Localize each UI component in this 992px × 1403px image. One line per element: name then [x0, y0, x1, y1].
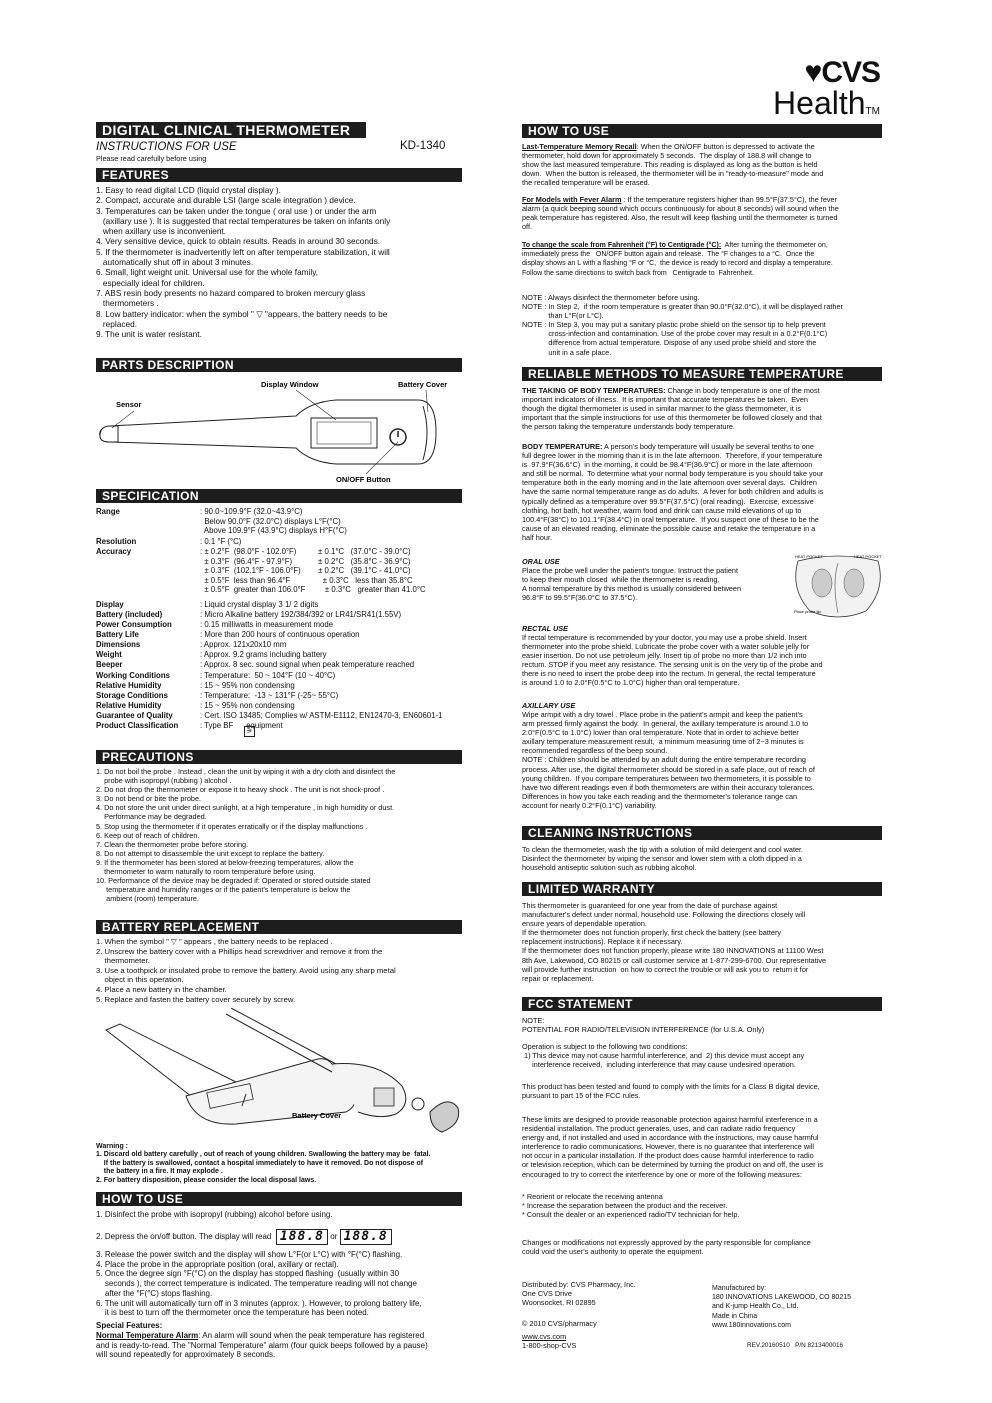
spec-value: : Temperature: -13 ~ 131°F (-25~ 55°C)	[200, 691, 339, 700]
feature-item: 6. Small, light weight unit. Universal use for the whole family, especially ideal for children.	[96, 267, 319, 288]
reliable-methods-heading: RELIABLE METHODS TO MEASURE TEMPERATURE	[522, 367, 882, 381]
revision-number: REV.20160510 P/N 8213400016	[747, 1342, 844, 1349]
feature-item: 1. Easy to read digital LCD (liquid crystal display ).	[96, 185, 281, 195]
spec-value: : 90.0~109.9°F (32.0~43.9°C) Below 90.0°F (32.0°C) displays L°F(°C) Above 109.9°F (43.9°C) displays H°F(°C)	[200, 507, 347, 535]
mouth-diagram	[792, 553, 884, 621]
battery-cover-diagram-label: Battery Cover	[292, 1111, 342, 1120]
rectal-use-title: RECTAL USE	[522, 624, 568, 633]
normal-alarm-text: Normal Temperature Alarm: An alarm will sound when the peak temperature has registered and is ready-to-read. The "Normal Temperature" alarm (four quick beeps followed by a pause) will sound repeatedly for approximately 8 seconds.	[96, 1331, 428, 1360]
precautions-text: 1. Do not boil the probe . Instead , clean the unit by wiping it with a dry cloth and disinfect the probe with isopropyl (rubbing ) alcohol . 2. Do not drop the thermometer or expose it to heavy shock . The unit is not shock-proof . 3. Do not bend or bite the probe. 4. Do not store the unit under direct sunlight, at a high temperature , in high humidity or dust. Performance may be degraded. 5. Stop using the thermometer if it operates erratically or if the display malfunctions . 6. Keep out of reach of children. 7. Clean the thermometer probe before storing. 8. Do not attempt to disassemble the unit except to replace the battery. 9. If the thermometer has been stored at below-freezing temperatures, allow the thermometer to warm naturally to room temperature before using. 10. Performance of the device may be degraded if: Operated or stored outside stated temperature and humidity ranges or if the patient's temperature is below the ambient (room) temperature.	[96, 767, 396, 904]
spec-key: Product Classification	[96, 721, 179, 730]
cleaning-text: To clean the thermometer, wash the tip with a solution of mild detergent and cool water. Disinfect the thermometer by wiping the sensor and lower stem with a cloth dipped in a household antiseptic solution such as rubbing alcohol.	[522, 845, 804, 873]
heat-pocket-left-label: HEAT POCKET	[795, 554, 823, 559]
feature-item: 7. ABS resin body presents no hazard compared to broken mercury glass thermometers .	[96, 287, 366, 309]
spec-key: Accuracy	[96, 547, 132, 556]
parts-heading: PARTS DESCRIPTION	[96, 358, 462, 372]
warranty-heading: LIMITED WARRANTY	[522, 882, 882, 896]
warranty-text: This thermometer is guaranteed for one year from the date of purchase against manufacturer's defect under normal, household use. Following the directions closely will ensure years of dependable operation. If the thermometer does not function properly, first check the battery (see battery replacement instructions). Replace it if necessary. If the thermometer does not function properly, please write 180 INNOVATIONS at 11100 West 8th Ave, Lakewood, CO 80215 or call customer service at 1-877-299-6700. Our representative will provide further instruction on how to correct the trouble or will ask you to return it for repair or replacement.	[522, 901, 827, 983]
spec-key: Relative Humidity	[96, 701, 162, 710]
spec-value: : Liquid crystal display 3 1/ 2 digits	[200, 600, 319, 609]
spec-key: Display	[96, 600, 124, 609]
spec-value: : 15 ~ 95% non condensing	[200, 681, 295, 690]
axillary-use-title: AXILLARY USE	[522, 701, 576, 710]
fcc-text-3: This product has been tested and found to comply with the limits for a Class B digital device, pursuant to part 15 of the FCC rules.	[522, 1082, 820, 1101]
logo-health: HealthTM	[773, 85, 880, 121]
axillary-use-text: Wipe armpit with a dry towel . Place probe in the patient's armpit and keep the patient's arm pressed firmly against the body. In general, the axillary temperature is around 1.0 to 2.0°F(0.5°C to 1.0°C) lower than oral temperature. Note that in order to achieve better axillary temperature measurement result, a minimum measuring time of 2~3 minutes is recommended regardless of the beep sound. NOTE : Children should be attended by an adult during the entire temperature recording process. After use, the digital thermometer should be stored in a safe place, out of reach of young children. If you compare temperatures between two thermometers, it is possible to have two different readings even if both thermometers are within their accuracy tolerances. Differences in how you take each reading and the thermometer's tolerance range can account for nearly 0.2°F(0.1°C) variability.	[522, 710, 815, 810]
read-note: Please read carefully before using	[96, 154, 207, 163]
distributed-by: Distributed by: CVS Pharmacy, Inc. One CVS Drive Woonsocket, RI 02895	[522, 1280, 636, 1308]
spec-value: : Type BF equipment	[200, 721, 283, 730]
spec-key: Resolution	[96, 537, 137, 546]
spec-key: Storage Conditions	[96, 691, 168, 700]
fcc-text-2: Operation is subject to the following two conditions: 1) This device may not cause harmful interference, and 2) this device must accept any interference received, including interference that may cause undesired operation.	[522, 1042, 805, 1070]
phone-number: 1-800-shop-CVS	[522, 1341, 577, 1350]
feature-item: 5. If the thermometer is inadvertently left on after temperature stabilization, it will automatically shut off in about 3 minutes.	[96, 246, 390, 268]
warning-text: 1. Discard old battery carefully , out of reach of young children. Swallowing the battery may be fatal. If the battery is swallowed, contact a hospital immediately to have it removed. Do not dispose of the battery in a fire. It may explode . 2. For battery disposition, please consider the local disposal laws.	[96, 1151, 431, 1184]
spec-key: Power Consumption	[96, 620, 172, 629]
battery-heading: BATTERY REPLACEMENT	[96, 920, 462, 934]
fcc-text-6: Changes or modifications not expressly approved by the party responsible for compliance could void the user's authority to operate the equipment.	[522, 1238, 811, 1257]
howto-steps-3-6: 3. Release the power switch and the display will show L°F(or L°C) with °F(°C) flashing. 4. Place the probe in the appropriate position (oral, axillary or rectal). 5. Once the degree sign °F(°C) on the display has stopped flashing (usually within 30 seconds ), the correct temperature is indicated. The temperature reading will not change after the °F(°C) stops flashing. 6. The unit will automatically turn off in 3 minutes (approx. ). However, to prolong battery life, it is best to turn off the thermometer once the temperature has been noted.	[96, 1250, 422, 1318]
heart-icon: ♥	[804, 56, 822, 89]
spec-key: Beeper	[96, 660, 123, 669]
special-features-title: Special Features:	[96, 1321, 163, 1330]
spec-value: : ± 0.2°F (98.0°F - 102.0°F) ± 0.1°C (37.0°C - 39.0°C) ± 0.3°F (96.4°F - 97.9°F) ± 0.2°C (35.8°C - 36.9°C) ± 0.3°F (102.1°F - 106.0°F) ± 0.2°C (39.1°C - 41.0°C) ± 0.5°F less than 96.4°F ± 0.3°C less than 35.8°C ± 0.5°F greater than 106.0°F ± 0.3°C greater than 41.0°C	[200, 547, 426, 594]
features-list	[96, 185, 462, 339]
cvs-health-logo	[773, 58, 880, 127]
spec-key: Working Conditions	[96, 671, 170, 680]
cvs-website-link[interactable]: www.cvs.com	[522, 1332, 567, 1341]
battery-text: 1. When the symbol " ▽ " appears , the battery needs to be replaced . 2. Unscrew the battery cover with a Phillips head screwdriver and remove it from the thermometer. 3. Use a toothpick or insulated probe to remove the battery. Avoid using any sharp metal object in this operation. 4. Place a new battery in the chamber. 5. Replace and fasten the battery cover securely by screw.	[96, 937, 396, 1004]
precautions-heading: PRECAUTIONS	[96, 750, 462, 764]
sensor-tip	[100, 426, 118, 442]
spec-value: : 0.1 °F (°C)	[200, 537, 242, 546]
spec-key: Range	[96, 507, 120, 516]
features-heading: FEATURES	[96, 168, 462, 182]
cleaning-heading: CLEANING INSTRUCTIONS	[522, 826, 882, 840]
battery-cover-label: Battery Cover	[398, 380, 448, 389]
sensor-label: Sensor	[116, 400, 142, 409]
spec-value: : Approx. 121x20x10 mm	[200, 640, 287, 649]
specification-table	[96, 507, 462, 737]
spec-key: Battery (included)	[96, 610, 163, 619]
fcc-text-4: These limits are designed to provide reasonable protection against harmful interference in a residential installation. The product generates, uses, and can radiate radio frequency energy and, if not installed and used in accordance with the instructions, may cause harmful interference to radio communications. However, there is no guarantee that interference will not occur in a particular installation. If the product does cause harmful interference to radio or television reception, which can be determined by turning the product on and off, the user is encouraged to try to correct the interference by one or more of the following measures:	[522, 1115, 823, 1179]
heat-pocket-right-label: HEAT POCKET	[854, 554, 882, 559]
spec-key: Guarantee of Quality	[96, 711, 173, 720]
spec-value: : Approx. 9.2 grams including battery	[200, 650, 327, 659]
fcc-heading: FCC STATEMENT	[522, 997, 882, 1011]
howto-step2: 2. Depress the on/off button. The display will read 188.8 or 188.8	[96, 1229, 392, 1245]
onoff-label: ON/OFF Button	[336, 475, 391, 484]
oral-use-text: Place the probe well under the patient's tongue. Instruct the patient to keep their mouth closed while the thermometer is reading. A normal temperature by this method is usually considered between 96.8°F to 99.5°F(36.0°C to 37.5°C).	[522, 566, 742, 603]
copyright: © 2010 CVS/pharmacy	[522, 1319, 597, 1328]
specification-heading: SPECIFICATION	[96, 489, 462, 503]
spec-value: : Temperature: 50 ~ 104°F (10 ~ 40°C)	[200, 671, 336, 680]
type-bf-icon: ⚞	[244, 726, 255, 737]
place-probe-label: Place probe tip	[794, 609, 821, 614]
warning-title: Warning :	[96, 1143, 129, 1150]
body-temperature-text: BODY TEMPERATURE: A person's body temperature will usually be several tenths to one full degree lower in the morning than it is in the late afternoon. Therefore, if your temperature is 97.9°F(36.6°C) in the morning, it could be 98.4°F(36.9°C) or more in the late afternoon and still be normal. To determine what your normal body temperature is you should take your temperature both in the early morning and in the late afternoon over several days. Children have the same normal temperature range as do adults. A fever for both children and adults is typically defined as a temperature over 99.5°F(37.5°C) (oral reading). Exercise, excessive clothing, hot bath, hot weather, warm food and drink can cause mild elevations of up to 100.4°F(38°C) to 101.1°F(38.4°C) in oral temperature. If you suspect one of these to be the cause of an elevated reading, eliminate the possible cause and retake the temperature in a half hour.	[522, 442, 824, 542]
instructions-subtitle: INSTRUCTIONS FOR USE	[96, 141, 237, 153]
spec-value: : Micro Alkaline battery 192/384/392 or LR41/SR41(1.55V)	[200, 610, 402, 619]
spec-value: : Cert. ISO 13485; Complies w/ ASTM-E1112, EN12470-3, EN60601-1	[200, 711, 443, 720]
fcc-measures: * Reorient or relocate the receiving antenna * Increase the separation between the product and the receiver. * Consult the dealer or an experienced radio/TV technician for help.	[522, 1192, 740, 1220]
lcd-display-c: 188.8	[340, 1229, 392, 1245]
memory-recall-text: Last-Temperature Memory Recall: When the ON/OFF button is depressed to activate the thermometer, hold down for approximately 5 seconds. The display of 188.8 will change to show the last measured temperature. This reading is displayed as long as the button is held down. When the button is released, the thermometer will be in "ready-to-measure" mode and the recalled temperature will be erased.	[522, 142, 824, 188]
manufactured-by: Manufactured by: 180 INNOVATIONS LAKEWOOD, CO 80215 and K-jump Health Co., Ltd. Made in China www.180innovations.com	[712, 1285, 852, 1329]
taking-temperatures-text: THE TAKING OF BODY TEMPERATURES: Change in body temperature is one of the most important indicators of illness. It is important that accurate temperatures be taken. Even though the digital thermometer is used in similar manner to the glass thermometer, it is important that the simple instructions for use of this thermometer be followed closely and that the person taking the temperature understands body temperature.	[522, 386, 822, 432]
howto-notes: NOTE : Always disinfect the thermometer before using. NOTE : In Step 2, if the room temperature is greater than 90.0°F(32.0°C), it will be displayed rather than L°F(or L°C). NOTE : In Step 3, you may put a sanitary plastic probe shield on the sensor tip to help prevent cross-infection and contamination. Use of the probe cover may result in a 0.2°F(0.1°C) difference from actual temperature. Dispose of any used probe shield and store the unit in a safe place.	[522, 293, 843, 357]
spec-value: : 0.15 milliwatts in measurement mode	[200, 620, 334, 629]
feature-item: 9. The unit is water resistant.	[96, 329, 202, 340]
feature-item: 8. Low battery indicator: when the symbol " ▽ "appears, the battery needs to be replaced.	[96, 308, 388, 329]
logo-cvs: ♥CVS	[804, 56, 880, 89]
model-number: KD-1340	[400, 140, 446, 152]
feature-item: 3. Temperatures can be taken under the tongue ( oral use ) or under the arm (axillary use ). It is suggested that rectal temperatures be taken on infants only when axillary use is inconvenient.	[96, 205, 391, 237]
rectal-use-text: If rectal temperature is recommended by your doctor, you may use a probe shield. Insert thermometer into the probe shield. Lubricate the probe cover with a water soluble jelly for easier insertion. Do not use petroleum jelly. Insert tip of probe no more than 1/2 inch into rectum. STOP if you meet any resistance. The sensing unit is on the very tip of the probe and there is no need to insert the probe deep into the rectum. In general, the rectal temperature is around 1.0 to 2.0°F(0.5°C to 1.0°C) higher than oral temperature.	[522, 633, 823, 688]
fcc-text-1: NOTE: POTENTIAL FOR RADIO/TELEVISION INTERFERENCE (for U.S.A. Only)	[522, 1016, 765, 1035]
feature-item: 4. Very sensitive device, quick to obtain results. Reads in around 30 seconds.	[96, 236, 381, 247]
spec-key: Dimensions	[96, 640, 141, 649]
spec-key: Relative Humidity	[96, 681, 162, 690]
howto-right-heading: HOW TO USE	[522, 124, 882, 138]
spec-value: : 15 ~ 95% non condensing	[200, 701, 295, 710]
feature-item: 2. Compact, accurate and durable LSI (large scale integration ) device.	[96, 195, 356, 206]
spec-key: Battery Life	[96, 630, 139, 639]
thermometer-parts-diagram	[96, 376, 462, 488]
scale-change-text: To change the scale from Fahrenheit (°F) to Centigrade (°C): After turning the thermometer on, immediately press the ON/OFF button again and release. The °F changes to a °C. Once the display shows an L with a flashing °F or °C, the device is ready to record and display a temperature. Follow the same directions to switch back from Centigrade to Fahrenheit.	[522, 242, 833, 277]
page-title: DIGITAL CLINICAL THERMOMETER	[96, 122, 366, 138]
oral-use-title: ORAL USE	[522, 557, 560, 566]
spec-value: : Approx. 8 sec. sound signal when peak temperature reached	[200, 660, 415, 669]
display-window-label: Display Window	[261, 380, 319, 389]
fever-alarm-text: For Models with Fever Alarm : If the temperature registers higher than 99.5°F(37.5°C), the fever alarm (a quick beeping sound which occurs continuously for about 8 seconds) will sound when the peak temperature has registered. Also, the result will keep flashing until the thermometer is turned off.	[522, 195, 839, 232]
spec-key: Weight	[96, 650, 122, 659]
howto-left-heading: HOW TO USE	[96, 1192, 462, 1206]
display-window	[311, 418, 377, 448]
battery-replacement-diagram	[96, 1008, 462, 1138]
spec-value: : More than 200 hours of continuous operation	[200, 630, 360, 639]
howto-step1: 1. Disinfect the probe with isopropyl (rubbing) alcohol before using.	[96, 1210, 333, 1219]
lcd-display-f: 188.8	[276, 1229, 328, 1245]
